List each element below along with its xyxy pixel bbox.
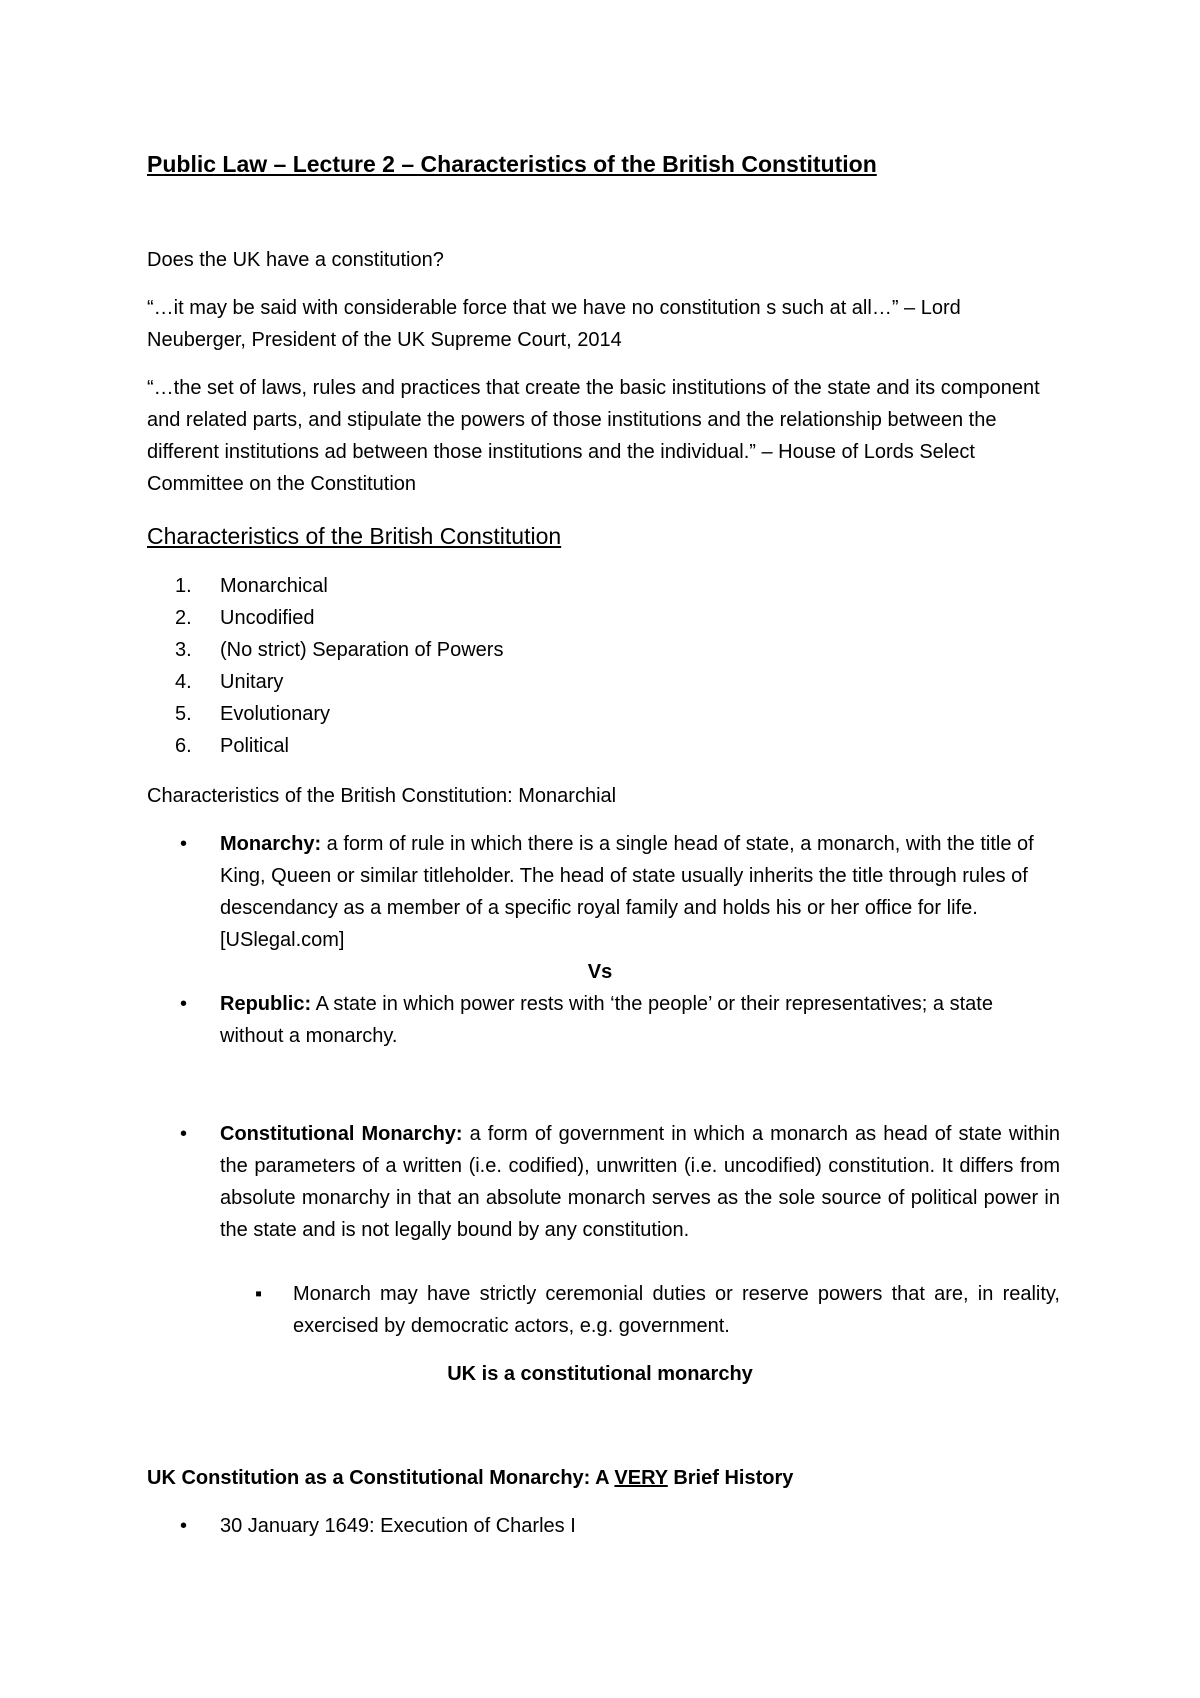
list-item: 6. Political [175, 735, 289, 757]
list-item: 5. Evolutionary [175, 703, 331, 725]
page-title: Public Law – Lecture 2 – Characteristics of the British Constitution [147, 151, 877, 177]
list-item: 4. Unitary [175, 671, 284, 693]
question-text: Does the UK have a constitution? [147, 249, 444, 271]
monarchial-subheading: Characteristics of the British Constitution: Monarchial [147, 785, 617, 807]
characteristics-list [175, 570, 875, 762]
versus-label: Vs [587, 961, 613, 983]
definition-monarchy: a form of rule in which there is a single head of state, a monarch, with the title of King, Queen or similar titleholder. The head of state usually inherits the title through rules of descendancy as a member of a specific royal family and holds his or her office for life. [USlegal.com] [220, 833, 1034, 951]
list-item: 2. Uncodified [175, 607, 315, 629]
sub-point-text: Monarch may have strictly ceremonial duties or reserve powers that are, in reality, exercised by democratic actors, e.g. government. [293, 1283, 1060, 1337]
history-heading: UK Constitution as a Constitutional Monarchy: A VERY Brief History [147, 1467, 794, 1489]
uk-constitutional-monarchy-statement: UK is a constitutional monarchy [447, 1363, 753, 1385]
bullet-icon: • [180, 1123, 188, 1145]
bullet-constitutional-monarchy [180, 1118, 1060, 1246]
quote-neuberger: “…it may be said with considerable force that we have no constitution s such at all…” – Lord Neuberger, President of the UK Supreme Court, 2014 [147, 297, 961, 351]
bullet-icon: • [180, 833, 188, 855]
list-item: 3. (No strict) Separation of Powers [175, 639, 504, 661]
section-heading: Characteristics of the British Constitution [147, 523, 562, 549]
definition-republic: A state in which power rests with ‘the people’ or their representatives; a state without a monarchy. [220, 993, 993, 1047]
history-item-text: 30 January 1649: Execution of Charles I [220, 1515, 576, 1537]
list-item: 1. Monarchical [175, 575, 328, 597]
square-bullet-icon: ▪ [255, 1283, 263, 1305]
term-constitutional-monarchy: Constitutional Monarchy: [220, 1123, 463, 1145]
term-monarchy: Monarchy: [220, 833, 322, 855]
emphasis-very: VERY [614, 1467, 668, 1489]
history-item [180, 1510, 1060, 1542]
sub-bullet-ceremonial-duties [255, 1278, 1060, 1342]
bullet-monarchy [180, 828, 1060, 956]
bullet-republic [180, 988, 1060, 1052]
definition-constitutional-monarchy: a form of government in which a monarch as head of state within the parameters of a written (i.e. codified), unwritten (i.e. uncodified) constitution. It differs from absolute monarchy in that an absolute monarch serves as the sole source of political power in the state and is not legally bound by any constitution. [220, 1123, 1060, 1241]
quote-house-of-lords: “…the set of laws, rules and practices that create the basic institutions of the state and its component and related parts, and stipulate the powers of those institutions and the relationship between the different institutions ad between those institutions and the individual.” – House of Lords Select Committee on the Constitution [147, 377, 1040, 495]
bullet-icon: • [180, 993, 188, 1015]
bullet-icon: • [180, 1515, 188, 1537]
term-republic: Republic: [220, 993, 312, 1015]
